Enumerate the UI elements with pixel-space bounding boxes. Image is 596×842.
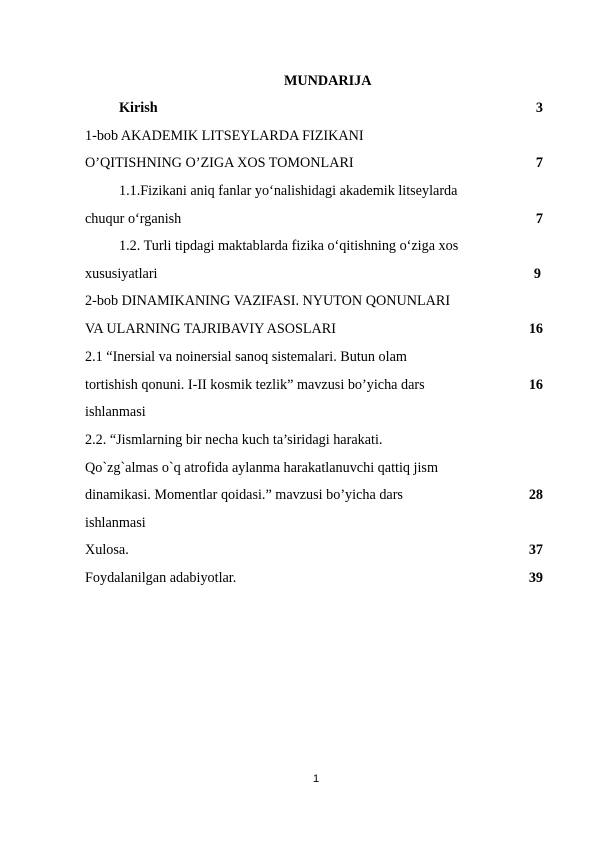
toc-ch1-page: 7: [535, 155, 543, 171]
toc-intro-label: Kirish: [119, 100, 158, 116]
toc-ch2-page: 16: [528, 321, 543, 337]
toc-s12-line2: xususiyatlari: [85, 266, 158, 282]
toc-references-label: Foydalanilgan adabiyotlar.: [85, 570, 237, 586]
toc-conclusion-page: 37: [528, 542, 543, 558]
page-number: 1: [313, 773, 320, 785]
toc-ch1-line2: O’QITISHNING O’ZIGA XOS TOMONLARI: [85, 155, 354, 171]
toc-s22-line1: 2.2. “Jismlarning bir necha kuch ta’siridagi harakati.: [85, 432, 383, 448]
toc-ch2-line1: 2-bob DINAMIKANING VAZIFASI. NYUTON QONUNLARI: [85, 293, 451, 309]
toc-s21-line1: 2.1 “Inersial va noinersial sanoq sistemalari. Butun olam: [85, 349, 407, 365]
toc-s21-page: 16: [528, 377, 543, 393]
toc-s22-line4: ishlanmasi: [85, 515, 146, 531]
toc-ch1-line1: 1-bob AKADEMIK LITSEYLARDA FIZIKANI: [85, 128, 364, 144]
toc-s22-line3: dinamikasi. Momentlar qoidasi.” mavzusi bo’yicha dars: [85, 487, 403, 503]
toc-s11-line2: chuqur o‘rganish: [85, 211, 182, 227]
toc-conclusion-label: Xulosa.: [85, 542, 129, 558]
toc-s12-page: 9: [533, 266, 541, 282]
toc-s22-page: 28: [528, 487, 543, 503]
toc-s21-line2: tortishish qonuni. I-II kosmik tezlik” mavzusi bo’yicha dars: [85, 377, 425, 393]
toc-s11-line1: 1.1.Fizikani aniq fanlar yo‘nalishidagi akademik litseylarda: [119, 183, 458, 199]
toc-intro-page: 3: [535, 100, 543, 116]
toc-ch2-line2: VA ULARNING TAJRIBAVIY ASOSLARI: [85, 321, 336, 337]
toc-references-page: 39: [528, 570, 543, 586]
toc-s12-line1: 1.2. Turli tipdagi maktablarda fizika o‘qitishning o‘ziga xos: [119, 238, 459, 254]
toc-title: MUNDARIJA: [284, 73, 372, 89]
toc-s11-page: 7: [535, 211, 543, 227]
toc-s21-line3: ishlanmasi: [85, 404, 146, 420]
toc-s22-line2: Qo`zg`almas o`q atrofida aylanma harakatlanuvchi qattiq jism: [85, 460, 438, 476]
